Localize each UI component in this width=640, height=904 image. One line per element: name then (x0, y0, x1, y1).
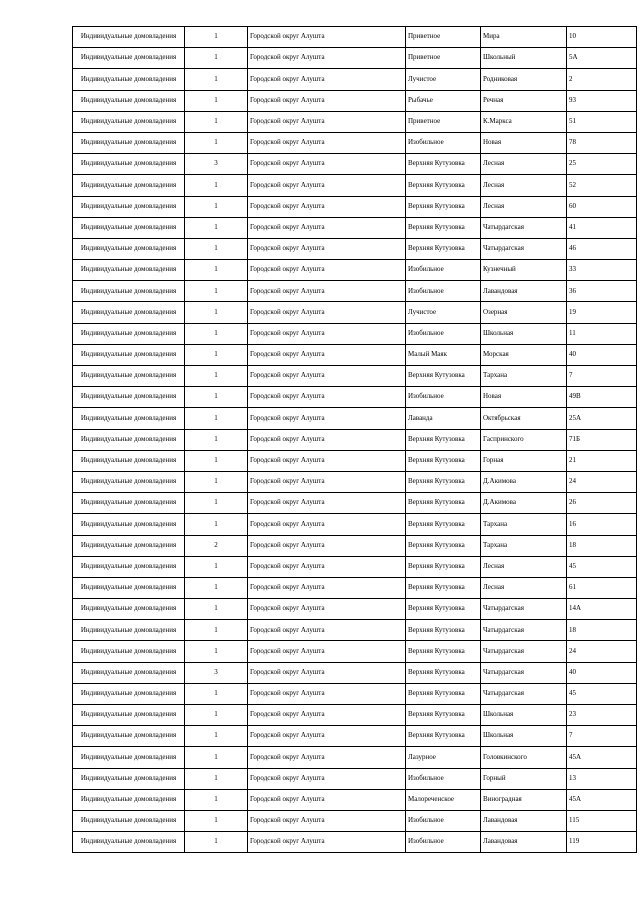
cell-house-number: 13 (567, 768, 637, 789)
table-row (73, 747, 637, 768)
cell-house-number: 115 (567, 810, 637, 831)
cell-district: Городской округ Алушта (248, 27, 406, 48)
table-row (73, 281, 637, 302)
cell-building-type: Индивидуальные домовладения (73, 535, 185, 556)
cell-district: Городской округ Алушта (248, 789, 406, 810)
cell-count: 3 (185, 154, 248, 175)
cell-count: 1 (185, 69, 248, 90)
cell-house-number: 18 (567, 535, 637, 556)
cell-building-type: Индивидуальные домовладения (73, 620, 185, 641)
cell-district: Городской округ Алушта (248, 69, 406, 90)
cell-locality: Верхняя Кутузовка (406, 683, 481, 704)
cell-building-type: Индивидуальные домовладения (73, 726, 185, 747)
cell-locality: Верхняя Кутузовка (406, 366, 481, 387)
table-row (73, 810, 637, 831)
cell-building-type: Индивидуальные домовладения (73, 90, 185, 111)
cell-locality: Малый Маяк (406, 344, 481, 365)
table-row (73, 366, 637, 387)
cell-locality: Верхняя Кутузовка (406, 726, 481, 747)
cell-house-number: 2 (567, 69, 637, 90)
cell-locality: Приветное (406, 111, 481, 132)
cell-district: Городской округ Алушта (248, 175, 406, 196)
cell-locality: Лаванда (406, 408, 481, 429)
cell-district: Городской округ Алушта (248, 577, 406, 598)
cell-building-type: Индивидуальные домовладения (73, 302, 185, 323)
cell-house-number: 49В (567, 387, 637, 408)
cell-count: 1 (185, 111, 248, 132)
cell-house-number: 71Б (567, 429, 637, 450)
cell-locality: Верхняя Кутузовка (406, 641, 481, 662)
cell-district: Городской округ Алушта (248, 768, 406, 789)
cell-building-type: Индивидуальные домовладения (73, 323, 185, 344)
cell-building-type: Индивидуальные домовладения (73, 154, 185, 175)
cell-locality: Верхняя Кутузовка (406, 493, 481, 514)
cell-building-type: Индивидуальные домовладения (73, 810, 185, 831)
cell-count: 1 (185, 238, 248, 259)
cell-district: Городской округ Алушта (248, 747, 406, 768)
cell-street: Октябрьская (481, 408, 567, 429)
cell-house-number: 25 (567, 154, 637, 175)
cell-street: Лавандовая (481, 281, 567, 302)
cell-district: Городской округ Алушта (248, 429, 406, 450)
cell-street: Школьная (481, 726, 567, 747)
cell-count: 1 (185, 493, 248, 514)
cell-locality: Верхняя Кутузовка (406, 514, 481, 535)
cell-house-number: 25А (567, 408, 637, 429)
cell-house-number: 26 (567, 493, 637, 514)
cell-district: Городской округ Алушта (248, 154, 406, 175)
cell-street: Горная (481, 450, 567, 471)
cell-locality: Верхняя Кутузовка (406, 217, 481, 238)
cell-locality: Верхняя Кутузовка (406, 238, 481, 259)
cell-locality: Верхняя Кутузовка (406, 705, 481, 726)
cell-district: Городской округ Алушта (248, 387, 406, 408)
cell-count: 1 (185, 366, 248, 387)
table-row (73, 323, 637, 344)
table-row (73, 196, 637, 217)
cell-building-type: Индивидуальные домовладения (73, 281, 185, 302)
cell-street: Чатырдагская (481, 217, 567, 238)
cell-house-number: 14А (567, 599, 637, 620)
cell-count: 1 (185, 577, 248, 598)
cell-building-type: Индивидуальные домовладения (73, 641, 185, 662)
cell-count: 1 (185, 344, 248, 365)
cell-locality: Лучистое (406, 302, 481, 323)
table-row (73, 493, 637, 514)
cell-count: 1 (185, 747, 248, 768)
cell-district: Городской округ Алушта (248, 810, 406, 831)
cell-street: Чатырдагская (481, 238, 567, 259)
cell-street: Чатырдагская (481, 662, 567, 683)
cell-building-type: Индивидуальные домовладения (73, 344, 185, 365)
cell-count: 1 (185, 832, 248, 853)
cell-count: 1 (185, 302, 248, 323)
cell-locality: Верхняя Кутузовка (406, 620, 481, 641)
cell-street: Чатырдагская (481, 599, 567, 620)
cell-house-number: 46 (567, 238, 637, 259)
cell-district: Городской округ Алушта (248, 535, 406, 556)
cell-building-type: Индивидуальные домовладения (73, 260, 185, 281)
cell-locality: Лучистое (406, 69, 481, 90)
cell-house-number: 40 (567, 344, 637, 365)
cell-locality: Изобильное (406, 281, 481, 302)
cell-count: 1 (185, 90, 248, 111)
cell-district: Городской округ Алушта (248, 281, 406, 302)
cell-building-type: Индивидуальные домовладения (73, 683, 185, 704)
cell-house-number: 78 (567, 132, 637, 153)
cell-house-number: 119 (567, 832, 637, 853)
cell-locality: Верхняя Кутузовка (406, 535, 481, 556)
cell-house-number: 19 (567, 302, 637, 323)
cell-count: 1 (185, 175, 248, 196)
cell-house-number: 40 (567, 662, 637, 683)
cell-street: Новая (481, 387, 567, 408)
cell-street: Родниковая (481, 69, 567, 90)
cell-district: Городской округ Алушта (248, 599, 406, 620)
cell-locality: Верхняя Кутузовка (406, 196, 481, 217)
cell-street: Лесная (481, 175, 567, 196)
cell-count: 1 (185, 810, 248, 831)
cell-house-number: 7 (567, 366, 637, 387)
cell-building-type: Индивидуальные домовладения (73, 789, 185, 810)
cell-district: Городской округ Алушта (248, 48, 406, 69)
cell-street: Кузнечный (481, 260, 567, 281)
cell-house-number: 51 (567, 111, 637, 132)
cell-locality: Малореченское (406, 789, 481, 810)
cell-street: Виноградная (481, 789, 567, 810)
cell-locality: Изобильное (406, 832, 481, 853)
cell-street: Чатырдагская (481, 641, 567, 662)
cell-street: Д.Акимова (481, 493, 567, 514)
cell-locality: Изобильное (406, 810, 481, 831)
cell-district: Городской округ Алушта (248, 238, 406, 259)
cell-street: Чатырдагская (481, 620, 567, 641)
cell-building-type: Индивидуальные домовладения (73, 238, 185, 259)
cell-count: 1 (185, 196, 248, 217)
table-row (73, 429, 637, 450)
cell-count: 1 (185, 260, 248, 281)
cell-building-type: Индивидуальные домовладения (73, 111, 185, 132)
cell-building-type: Индивидуальные домовладения (73, 175, 185, 196)
cell-locality: Верхняя Кутузовка (406, 429, 481, 450)
cell-district: Городской округ Алушта (248, 556, 406, 577)
cell-street: Школьная (481, 705, 567, 726)
cell-building-type: Индивидуальные домовладения (73, 556, 185, 577)
cell-count: 1 (185, 726, 248, 747)
cell-building-type: Индивидуальные домовладения (73, 514, 185, 535)
cell-building-type: Индивидуальные домовладения (73, 132, 185, 153)
table-row (73, 344, 637, 365)
cell-street: Лесная (481, 577, 567, 598)
cell-count: 1 (185, 217, 248, 238)
cell-count: 1 (185, 768, 248, 789)
cell-district: Городской округ Алушта (248, 196, 406, 217)
cell-count: 1 (185, 323, 248, 344)
cell-building-type: Индивидуальные домовладения (73, 450, 185, 471)
cell-locality: Изобильное (406, 768, 481, 789)
cell-building-type: Индивидуальные домовладения (73, 832, 185, 853)
cell-house-number: 21 (567, 450, 637, 471)
table-row (73, 48, 637, 69)
cell-house-number: 41 (567, 217, 637, 238)
cell-building-type: Индивидуальные домовладения (73, 69, 185, 90)
cell-house-number: 45А (567, 747, 637, 768)
table-row (73, 514, 637, 535)
cell-building-type: Индивидуальные домовладения (73, 387, 185, 408)
cell-district: Городской округ Алушта (248, 217, 406, 238)
cell-street: Головкинского (481, 747, 567, 768)
table-row (73, 450, 637, 471)
cell-locality: Верхняя Кутузовка (406, 577, 481, 598)
cell-building-type: Индивидуальные домовладения (73, 217, 185, 238)
cell-count: 1 (185, 281, 248, 302)
housing-registry-table (72, 26, 637, 853)
cell-count: 1 (185, 471, 248, 492)
cell-district: Городской округ Алушта (248, 344, 406, 365)
cell-count: 1 (185, 132, 248, 153)
cell-district: Городской округ Алушта (248, 662, 406, 683)
table-row (73, 789, 637, 810)
cell-district: Городской округ Алушта (248, 832, 406, 853)
cell-district: Городской округ Алушта (248, 726, 406, 747)
cell-house-number: 60 (567, 196, 637, 217)
cell-street: Гаспринского (481, 429, 567, 450)
table-row (73, 217, 637, 238)
cell-street: Лесная (481, 154, 567, 175)
table-row (73, 175, 637, 196)
cell-locality: Верхняя Кутузовка (406, 450, 481, 471)
cell-building-type: Индивидуальные домовладения (73, 747, 185, 768)
cell-district: Городской округ Алушта (248, 683, 406, 704)
table-row (73, 302, 637, 323)
table-row (73, 535, 637, 556)
cell-district: Городской округ Алушта (248, 132, 406, 153)
cell-house-number: 61 (567, 577, 637, 598)
cell-house-number: 93 (567, 90, 637, 111)
cell-building-type: Индивидуальные домовладения (73, 662, 185, 683)
table-row (73, 69, 637, 90)
table-row (73, 683, 637, 704)
cell-building-type: Индивидуальные домовладения (73, 27, 185, 48)
table-row (73, 726, 637, 747)
cell-district: Городской округ Алушта (248, 641, 406, 662)
cell-count: 1 (185, 705, 248, 726)
cell-street: Мира (481, 27, 567, 48)
cell-house-number: 10 (567, 27, 637, 48)
table-row (73, 90, 637, 111)
table-row (73, 154, 637, 175)
cell-house-number: 5А (567, 48, 637, 69)
table-row (73, 662, 637, 683)
cell-count: 1 (185, 683, 248, 704)
cell-locality: Приветное (406, 48, 481, 69)
cell-count: 1 (185, 620, 248, 641)
table-body (73, 27, 637, 853)
table-row (73, 577, 637, 598)
table-row (73, 556, 637, 577)
cell-count: 1 (185, 48, 248, 69)
cell-count: 1 (185, 599, 248, 620)
cell-locality: Лазурное (406, 747, 481, 768)
cell-street: Горный (481, 768, 567, 789)
table-row (73, 408, 637, 429)
cell-house-number: 23 (567, 705, 637, 726)
cell-count: 1 (185, 641, 248, 662)
cell-house-number: 36 (567, 281, 637, 302)
cell-building-type: Индивидуальные домовладения (73, 577, 185, 598)
table-row (73, 387, 637, 408)
table-row (73, 27, 637, 48)
cell-count: 1 (185, 429, 248, 450)
cell-locality: Изобильное (406, 387, 481, 408)
cell-house-number: 24 (567, 471, 637, 492)
cell-house-number: 7 (567, 726, 637, 747)
cell-building-type: Индивидуальные домовладения (73, 196, 185, 217)
cell-count: 1 (185, 408, 248, 429)
cell-house-number: 11 (567, 323, 637, 344)
cell-count: 1 (185, 556, 248, 577)
cell-street: Школьная (481, 323, 567, 344)
cell-street: Речная (481, 90, 567, 111)
cell-district: Городской округ Алушта (248, 111, 406, 132)
cell-district: Городской округ Алушта (248, 323, 406, 344)
cell-street: Лесная (481, 556, 567, 577)
cell-house-number: 18 (567, 620, 637, 641)
cell-street: Чатырдагская (481, 683, 567, 704)
cell-locality: Верхняя Кутузовка (406, 471, 481, 492)
cell-locality: Верхняя Кутузовка (406, 154, 481, 175)
cell-locality: Верхняя Кутузовка (406, 556, 481, 577)
table-row (73, 599, 637, 620)
cell-locality: Изобильное (406, 260, 481, 281)
cell-locality: Верхняя Кутузовка (406, 662, 481, 683)
table-row (73, 260, 637, 281)
table-row (73, 705, 637, 726)
cell-house-number: 33 (567, 260, 637, 281)
table-row (73, 132, 637, 153)
table-row (73, 620, 637, 641)
cell-street: Озерная (481, 302, 567, 323)
cell-street: Морская (481, 344, 567, 365)
cell-locality: Приветное (406, 27, 481, 48)
cell-building-type: Индивидуальные домовладения (73, 599, 185, 620)
cell-house-number: 24 (567, 641, 637, 662)
cell-locality: Рыбачье (406, 90, 481, 111)
cell-district: Городской округ Алушта (248, 260, 406, 281)
cell-street: Новая (481, 132, 567, 153)
cell-building-type: Индивидуальные домовладения (73, 705, 185, 726)
table-row (73, 641, 637, 662)
cell-district: Городской округ Алушта (248, 471, 406, 492)
cell-district: Городской округ Алушта (248, 493, 406, 514)
cell-district: Городской округ Алушта (248, 302, 406, 323)
cell-house-number: 45А (567, 789, 637, 810)
cell-district: Городской округ Алушта (248, 366, 406, 387)
cell-district: Городской округ Алушта (248, 514, 406, 535)
cell-count: 1 (185, 27, 248, 48)
table-row (73, 111, 637, 132)
cell-street: К.Маркса (481, 111, 567, 132)
cell-building-type: Индивидуальные домовладения (73, 48, 185, 69)
cell-street: Тархана (481, 366, 567, 387)
cell-count: 2 (185, 535, 248, 556)
cell-building-type: Индивидуальные домовладения (73, 768, 185, 789)
cell-street: Лавандовая (481, 832, 567, 853)
cell-count: 1 (185, 387, 248, 408)
cell-street: Тархана (481, 514, 567, 535)
cell-locality: Изобильное (406, 323, 481, 344)
cell-district: Городской округ Алушта (248, 408, 406, 429)
cell-building-type: Индивидуальные домовладения (73, 493, 185, 514)
cell-street: Лавандовая (481, 810, 567, 831)
cell-house-number: 45 (567, 683, 637, 704)
cell-count: 1 (185, 514, 248, 535)
cell-street: Д.Акимова (481, 471, 567, 492)
table-row (73, 832, 637, 853)
cell-count: 1 (185, 450, 248, 471)
table-row (73, 238, 637, 259)
cell-building-type: Индивидуальные домовладения (73, 366, 185, 387)
cell-locality: Изобильное (406, 132, 481, 153)
cell-street: Тархана (481, 535, 567, 556)
cell-house-number: 45 (567, 556, 637, 577)
table-row (73, 768, 637, 789)
cell-house-number: 52 (567, 175, 637, 196)
table-row (73, 471, 637, 492)
cell-building-type: Индивидуальные домовладения (73, 408, 185, 429)
cell-house-number: 16 (567, 514, 637, 535)
cell-building-type: Индивидуальные домовладения (73, 471, 185, 492)
cell-district: Городской округ Алушта (248, 450, 406, 471)
cell-building-type: Индивидуальные домовладения (73, 429, 185, 450)
cell-district: Городской округ Алушта (248, 620, 406, 641)
cell-street: Лесная (481, 196, 567, 217)
cell-locality: Верхняя Кутузовка (406, 599, 481, 620)
cell-locality: Верхняя Кутузовка (406, 175, 481, 196)
cell-district: Городской округ Алушта (248, 90, 406, 111)
cell-district: Городской округ Алушта (248, 705, 406, 726)
cell-street: Школьный (481, 48, 567, 69)
cell-count: 1 (185, 789, 248, 810)
cell-count: 3 (185, 662, 248, 683)
